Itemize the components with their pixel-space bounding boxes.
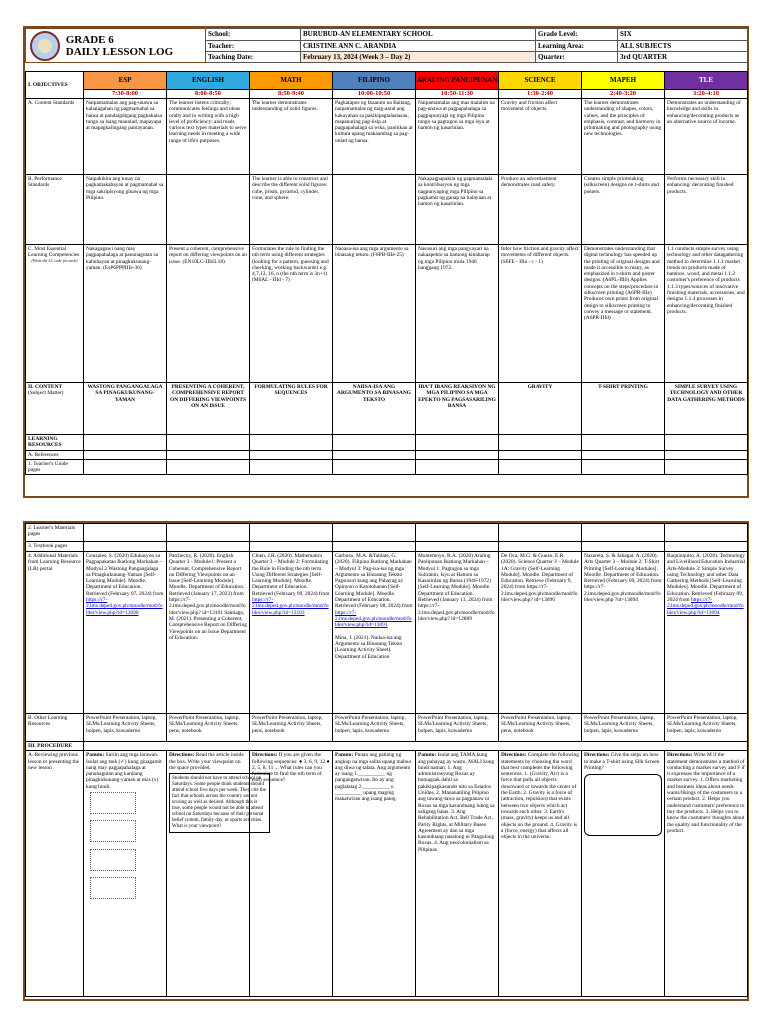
competency-cell-2: Formulates the rule in finding the nth term using different strategies (looking for a pattern, guessing and checking, working backwards) e.g. 4,7,13, 16, n (the nth term is 3n+1) (M6AL - IIId - 7) — [250, 245, 333, 383]
subject-time-1: 8:00-8:50 — [167, 90, 250, 99]
content-label-cell — [26, 383, 84, 435]
picture-placeholder — [90, 792, 136, 814]
other-resource-cell-3: PowerPoint Presentation, laptop, SLMs/Learning Activity Sheets, bolpen, lapis, kuwaderno — [333, 714, 416, 742]
tb-row-empty-cell — [333, 542, 416, 552]
content-cell-1: PRESENTING A COHERENT, COMPREHENSIVE REPORT ON DIFFERING VIEWPOINTS ON AN ISSUE — [167, 383, 250, 435]
ref-row-empty-cell — [167, 450, 250, 459]
other-resource-cell-4: PowerPoint Presentation, laptop, SLMs/Learning Activity Sheets, bolpen, lapis, kuwaderno — [416, 714, 499, 742]
activity-heading: Directions: — [584, 752, 610, 759]
lm-row-empty-cell — [84, 524, 167, 542]
lesson-log-page-2 — [23, 521, 749, 1001]
lm-row-empty-cell — [582, 524, 665, 542]
resources-procedure-table — [25, 523, 748, 997]
subject-header-4: ARALING PANLIPUNAN — [416, 72, 499, 90]
additional-material-cell-5 — [499, 552, 582, 714]
additional-material-cell-2 — [250, 552, 333, 714]
reference-text: Chien, J.R. (2020). Mathematics Quarter 3 – Module 2: Formulating the Rule in Finding the nth term Using Different Strategies [Self-Learning Module]. Moodle. Department of Education. Retrieved (February 09, 2024) from — [252, 553, 330, 597]
tb-row-empty-cell — [665, 542, 748, 552]
reference-text: Garboso, M.A. &Tablate, G. (2020). Filipino Ikatlong Markahan – Modyul 3: Pag-isa-isa ng mga Argumento sa Binasang Teksto Pagsusuri kung ang Pahayag ay Opinyon o Katotohanan [Self-Learning Module]. Moodle. Department of Education. Retrieved (February 08, 2024) from — [335, 553, 413, 610]
content-standard-cell-6: The learner demonstrates understanding of shapes, colors, values, and the principles of emphasis, contrast, and harmony in printmaking and photography using new technologies. — [582, 99, 665, 175]
content-standard-cell-1: The learner listens critically; communicates feelings and ideas orally and in writing with a high level of proficiency; and reads various text types materials to serve learning needs in meeting a wide range of life's purposes. — [167, 99, 250, 175]
content-cell-7: SIMPLE SURVEY USING TECHNOLOGY AND OTHER DATA GATHERING METHODS — [665, 383, 748, 435]
performance-standard-cell-7: Performs necessary skill in enhancing/ decorating finished products. — [665, 175, 748, 245]
competency-cell-1: Present a coherent, comprehensive report on differing viewpoints on an issue. (EN10LC-IIId3.18) — [167, 245, 250, 383]
additional-material-cell-4 — [416, 552, 499, 714]
lm-row-empty-cell — [416, 524, 499, 542]
activity-text: If you are given the following sequences: ● 3, 6, 9, 12 ● 2, 5, 8, 11 ... What rules can you formulate to find the nth term of each sequence? — [252, 752, 330, 784]
activity-heading: Panuto: — [418, 752, 437, 759]
other-resource-cell-0: PowerPoint Presentation, laptop, SLMs/Learning Activity Sheets, bolpen, lapis, kuwaderno — [84, 714, 167, 742]
content-standard-cell-5: Gravity and friction affect movement of objects. — [499, 99, 582, 175]
lr-row-empty-cell — [665, 435, 748, 451]
content-cell-4: IBA'T IBANG REAKSIYON NG MGA PILIPINO SA MGA EPEKTO NG PAGSASARILING BANSA — [416, 383, 499, 435]
competencies-label-cell — [26, 245, 84, 383]
other-resource-cell-6: PowerPoint Presentation, laptop, SLMs/Learning Activity Sheets, bolpen, lapis, kuwaderno — [582, 714, 665, 742]
activity-heading: Panuto: — [86, 752, 105, 759]
performance-standard-cell-5: Produce an advertisement demonstrates road safety. — [499, 175, 582, 245]
content-cell-6: T-SHIRT PRINTING — [582, 383, 665, 435]
learning-resources-label: LEARNING RESOURCES — [26, 435, 84, 451]
picture-placeholder — [90, 849, 136, 871]
other-resource-cell-2: PowerPoint Presentation, laptop, SLMs/Learning Activity Sheets, pens, notebook — [250, 714, 333, 742]
additional-material-cell-1 — [167, 552, 250, 714]
log-title: DAILY LESSON LOG — [65, 45, 174, 58]
quarter-value: 3rd QUARTER — [618, 52, 748, 63]
ref-row-empty-cell — [582, 450, 665, 459]
reviewing-cell-0 — [84, 751, 167, 997]
lr-row-empty-cell — [582, 435, 665, 451]
school-label: School: — [206, 29, 301, 41]
reviewing-cell-4 — [416, 751, 499, 997]
competency-cell-7: 1.1 conducts simple survey using technology and other datagathering method to determine 1.1.1 market trends on products made of bamboo, wood, and metal 1.1.2 customer's preference of products 1.1.3 types/sources of innovative finishing materials, accessories, and designs 1.1.4 processes in enhancing/decorating finished products. — [665, 245, 748, 383]
competencies-note: (Write the LC code for each) — [31, 257, 78, 263]
content-cell-3: NAIISA-ISA ANG ARGUMENTO SA BINASANG TEKSTO — [333, 383, 416, 435]
lr-row-empty-cell — [250, 435, 333, 451]
tg-row-empty-cell — [416, 459, 499, 475]
lr-row-empty-cell — [167, 435, 250, 451]
other-resources-label: B. Other Learning Resources — [26, 714, 84, 742]
reviewing-cell-5 — [499, 751, 582, 997]
teachers-guide-label: 1. Teacher's Guide pages — [26, 459, 84, 475]
date-label: Teaching Date: — [206, 52, 301, 63]
performance-standard-cell-6: Creates simple printmaking (silkscreen) designs on t-shirts and posters. — [582, 175, 665, 245]
objectives-label: I. OBJECTIVES — [26, 72, 84, 99]
grade-level-value: SIX — [618, 29, 748, 41]
activity-text: Give the steps on how to make a T-shirt using Silk Screen Printing? — [584, 752, 660, 771]
ref-row-empty-cell — [499, 450, 582, 459]
additional-material-cell-7 — [665, 552, 748, 714]
picture-placeholder — [90, 877, 136, 899]
activity-text: Punan ang patlang ng angkop na mga salita upang mabuo ang diwa ng talata. Ang argumento ay isang 1.__________ ng pangangatwiran. Ito ay ang paglalatag 2.__________ o __________ upang maging makatwiran ang isang panig. — [335, 752, 412, 803]
performance-standards-label: B. Performance Standards — [26, 175, 84, 245]
subject-time-2: 8:50-9:40 — [250, 90, 333, 99]
subject-header-5: SCIENCE — [499, 72, 582, 90]
content-standard-cell-2: The learner demonstrates understanding of solid figures. — [250, 99, 333, 175]
answer-box — [584, 774, 662, 836]
ref-row-empty-cell — [665, 450, 748, 459]
quarter-label: Quarter: — [536, 52, 618, 63]
ref-row-empty-cell — [416, 450, 499, 459]
school-value: BURUBUD-AN ELEMENTARY SCHOOL — [301, 29, 536, 41]
tb-row-empty-cell — [167, 542, 250, 552]
subject-time-7: 3:20-4:10 — [665, 90, 748, 99]
reference-link[interactable]: https://r7-2.lms.deped.gov.ph/moodle/mod/folder/view.php?id=13094 — [667, 597, 744, 616]
tb-row-empty-cell — [416, 542, 499, 552]
content-standards-label: A. Content Standards — [26, 99, 84, 175]
performance-standard-cell-2: The learner is able to construct and describe the different solid figures: cube, prism, pyramid, cylinder, cone, and sphere. — [250, 175, 333, 245]
objectives-table — [25, 71, 748, 475]
activity-heading: Directions: — [667, 752, 693, 759]
header-title-cell — [26, 29, 206, 63]
subject-time-5: 1:30-2:40 — [499, 90, 582, 99]
competency-cell-5: Infer how friction and gravity affect movements of different objects. (S6FE - IIIa - c - 1) — [499, 245, 582, 383]
grade-level-label: Grade Level: — [536, 29, 618, 41]
other-resource-cell-1: PowerPoint Presentation, laptop, SLMs/Learning Activity Sheets, pens, notebook — [167, 714, 250, 742]
tg-row-empty-cell — [665, 459, 748, 475]
date-value: February 13, 2024 (Week 3 – Day 2) — [301, 52, 536, 63]
reference-text: De Oca, M.G. & Guezo, E.R. (2020). Science Quarter 3 – Module 1A: Gravity (Self-Learning Module]. Moodle. Department of Education. Retrieve (February 9, 2024) from https://r7-2.lms.deped.gov.ph/moodle/mod/folder/view.php? id=13096 — [501, 553, 579, 604]
learners-materials-label: 2. Learner's Materials pages — [26, 524, 84, 542]
content-standard-cell-4: Naipamamalas ang mas malalim na pag-unawa at pagpapahalaga sa pagpupunyagi ng mga Pilipino tungo sa pagtugon sa mga isyu at hamon ng kasarinlan. — [416, 99, 499, 175]
activity-heading: Directions: — [252, 752, 278, 759]
subject-time-3: 10:00-10:50 — [333, 90, 416, 99]
reviewing-cell-7 — [665, 751, 748, 997]
teacher-label: Teacher: — [206, 41, 301, 52]
subject-header-3: FILIPINO — [333, 72, 416, 90]
competencies-label: C. Most Essential Learning Competencies — [28, 246, 80, 259]
reference-link[interactable]: https://r7-2.lms.deped.gov.ph/moodle/mod/folder/view.php?id=13090 — [86, 597, 163, 616]
tg-row-empty-cell — [250, 459, 333, 475]
grade-title: GRADE 6 — [65, 33, 114, 46]
tg-row-empty-cell — [84, 459, 167, 475]
tb-row-empty-cell — [250, 542, 333, 552]
tg-row-empty-cell — [333, 459, 416, 475]
procedure-spacer — [84, 742, 748, 751]
lr-row-empty-cell — [333, 435, 416, 451]
lm-row-empty-cell — [167, 524, 250, 542]
content-cell-0: WASTONG PANGANGALAGA SA PINAGKUKUNANG-YAMAN — [84, 383, 167, 435]
picture-placeholder — [90, 820, 136, 842]
content-label: II. CONTENT — [28, 384, 63, 390]
content-standard-cell-3: Pagkatapos ng Ikaanim na Baitang, naipamamalas ng mag-aaral ang kakayahan sa pakikipagtalastasan, mapanuring pag-iisip at pagpapahalaga sa wika, panitikan at kultura upang makaambag sa pag-unlad ng bansa. — [333, 99, 416, 175]
activity-text: Suriin ang mga larawan. Isulat ang tsek (✓) kung ginagamit nang may pagpapahalaga at panunagutan ang kanilang pinagkukunang-yaman at ekis (x) kung hindi. — [86, 752, 162, 790]
tb-row-empty-cell — [84, 542, 167, 552]
reviewing-cell-1 — [167, 751, 266, 997]
other-resource-cell-5: PowerPoint Presentation, laptop, SLMs/Learning Activity Sheets, pens, notebook — [499, 714, 582, 742]
reference-text: Patchecoy, R. (2020). English Quarter 3 - Module1: Present a Coherent, Comprehensive Report on Differing Viewpoints on an Issue [Self-Learning Module]. Moodle. Department of Education. Retrieved (January 17, 2023) from https://r7-2.lms.deped.gov.ph/moodle/mod/folder/view.php? id=13101 Santiago, M. (2021). Presenting a Coherent, Comprehensive Report on Differing Viewpoints on an Issue Department of Education. — [169, 553, 247, 641]
lm-row-empty-cell — [665, 524, 748, 542]
additional-materials-label: 4. Additional Materials from Learning Resource (LR) portal — [26, 552, 84, 714]
content-cell-2: FORMULATING RULES FOR SEQUENCES — [250, 383, 333, 435]
ref-row-empty-cell — [250, 450, 333, 459]
reviewing-label: A. Reviewing previous lesson or presenting the new lesson — [26, 751, 84, 997]
subject-header-2: MATH — [250, 72, 333, 90]
competency-cell-0: Nakagagawi nang may pagpapahalaga at panunagutan sa kabuhayan at pinagkukunang-yaman. (EsP6PPPIIIe-36) — [84, 245, 167, 383]
performance-standard-cell-1 — [167, 175, 250, 245]
tg-row-empty-cell — [582, 459, 665, 475]
tg-row-empty-cell — [167, 459, 250, 475]
reviewing-cell-3 — [333, 751, 416, 997]
subject-header-7: TLE — [665, 72, 748, 90]
competency-cell-6: Demonstrates understanding that digital technology has speeded up the printing of original designs and made it accessible to many, as emphasized in t-shirts and poster designs. (A6PL-IIIb) Applies concepts on the steps/procedure in silkscreen printing (A6PR-IIIe) Produces own prints from original design to silkscreen printing to convey a message or statement. (A6PR-IIId) — [582, 245, 665, 383]
ref-row-empty-cell — [333, 450, 416, 459]
reference-text: Nazareta, S. & Jabagat, A. (2020). Arts Quarter 3 – Module 2: T-Shirt Printing [Self-Learning Modules]. Moodle. Department of Education. Retrieved (February 09, 2024) from https://r7-2.lms.deped.gov.ph/moodle/mod/folder/view.php ?id=13094 — [584, 553, 662, 604]
content-standard-cell-0: Naipamamalas ang pag-unawa sa kahalagahan ng pagmamahal sa bansa at pandaigdigang pagkakaisa tungo sa isang maunlad, mapayapa at mapagkalingang pamayanan. — [84, 99, 167, 175]
reference-link[interactable]: https://r7-2.lms.deped.gov.ph/moodle/mod/folder/view.php?id=13103 — [252, 597, 329, 616]
reference-text: Montemoyo, R.A. (2020) Araling Panlipunan Ikatlong Markahan – Modyul 1: Pagtugon sa mga Suliranin, Isyu at Hamon sa Kasarinlan ng Bansa (1946-1972) [Self-Learning Module]. Moodle. Department of Education. Retrieved (January 11, 2024) from https://r7-2.lms.deped.gov.ph/moodle/mod/folder/view.php? id=12889 — [418, 553, 495, 622]
activity-pictures — [86, 790, 164, 903]
subject-time-6: 2:40-3:20 — [582, 90, 665, 99]
subject-time-0: 7:30-8:00 — [84, 90, 167, 99]
competency-cell-4: Nasusuri ang mga pangyayari na nakaapekto sa hamong kinaharap ng mga Pilipino mula 1946 hanggang 1972. — [416, 245, 499, 383]
lesson-log-page-1 — [23, 26, 749, 498]
activity-text: Complete the following statements by choosing the word that best completes the following sentences. 1. (Gravity, Air) is a force that pulls all objects downward or towards the center of the Earth. 2. Gravity is a force of (attraction, repulsion) that exists between two objects which act towards each other. 3. Earth's (mass, gravity) keeps us and all objects on the ground. 4. Gravity is a (force, energy) that affects all objects in the universe. — [501, 752, 579, 841]
ref-row-empty-cell — [84, 450, 167, 459]
activity-text: Isulat ang TAMA kung ang pahayag ay wasto, MALI kung hindi naman. 1. Ang administrasyong Roxas ay bumagsak dahil sa pakikipagkasundo nito sa Estados Unidos. 2. Mananatiling Pilipino ang tawang-tawa sa pagpanaw ni Roxas sa mga kasunduang lubog sa saligang batas. 3. Ang Rehabilitation Act, Bell Trade Act, Parity Rights, at Military Bases Agreement ay dan sa mga kasunduang nasalong ni Pangulong Roxas. 4. Ang neocolonialism sa Pilipinas — [418, 752, 495, 853]
other-resource-cell-7: PowerPoint Presentation, laptop, SLMs/Learning Activity Sheets, bolpen, lapis, kuwaderno — [665, 714, 748, 742]
subject-header-1: ENGLISH — [167, 72, 250, 90]
lm-row-empty-cell — [333, 524, 416, 542]
references-label: A. References — [26, 450, 84, 459]
learning-area-label: Learning Area: — [536, 41, 618, 52]
additional-material-cell-3 — [333, 552, 416, 714]
textbook-label: 3. Textbook pages — [26, 542, 84, 552]
lm-row-empty-cell — [250, 524, 333, 542]
competency-cell-3: Naoasa-isa ang mga argumento sa binasang teksto. (F6PB-IIIe-25) — [333, 245, 416, 383]
performance-standard-cell-4: Nakapagpapakita ng pagmamalaki sa kontribusyon ng mga nagpunyaging mga Pilipino sa pagkamit ng ganap na kalayaan at hamon ng kasarinlan. — [416, 175, 499, 245]
lr-row-empty-cell — [499, 435, 582, 451]
teacher-value: CRISTINE ANN C. ARANDIA — [301, 41, 536, 52]
additional-material-cell-6 — [582, 552, 665, 714]
content-standard-cell-7: Demonstrates an understanding of knowledge and skills in enhancing/decorating products as an alternative source of income. — [665, 99, 748, 175]
content-cell-5: GRAVITY — [499, 383, 582, 435]
article-box: Students should not have to attend school on Saturdays. Some people think students should attend school five days per week. They cite the fact that schools across the country are not scoring as well as desired. Although this is true, some people would not be able to attend school on Saturdays because of their personal belief system, family day, or sports activities. What is your viewpoint? — [169, 773, 270, 833]
activity-text: Write M if the statement demonstrates a method of conducting a market survey and F if it expresses the importance of a market survey. 1. Offers marketing and business ideas about needs wants/likings of the costumers to a certain product. 2. Helps you understand customers' preference to buy the products. 3. Helps you to know the costumers' thoughts about the quality and functionality of the product. — [667, 752, 745, 834]
tb-row-empty-cell — [499, 542, 582, 552]
tb-row-empty-cell — [582, 542, 665, 552]
header-table — [25, 28, 748, 63]
subject-header-0: ESP — [84, 72, 167, 90]
lm-row-empty-cell — [499, 524, 582, 542]
deped-seal-icon — [30, 31, 60, 61]
subject-header-6: MAPEH — [582, 72, 665, 90]
reference-extra: Mina, J. (2021). Naiisa-isa ang Argumento sa Binasang Teksto [Learning Activity Sheet]. Department of Education — [335, 634, 403, 660]
tg-row-empty-cell — [499, 459, 582, 475]
performance-standard-cell-0: Naipakikita ang tunay na pagkamakabayan at pagmamahal sa mga sakripisyong ginawa ng mga Pilipino. — [84, 175, 167, 245]
activity-text: Read the article inside the box. Write your viewpoint on the space provided. — [169, 752, 244, 771]
activity-heading: Directions: — [501, 752, 527, 759]
activity-heading: Panuto: — [335, 752, 354, 759]
additional-material-cell-0 — [84, 552, 167, 714]
reference-text: Gonzales, S. (2020) Edukasyon sa Pagpapakatao Ikatlong Markahan – Modyul 2 Wastong Pangangalaga sa Pinagkukunang-Yaman [Self-Learning Module]. Moodle. Department of Education. Retrieved (February 07, 2024) from — [86, 553, 164, 597]
subject-time-4: 10:50-11:30 — [416, 90, 499, 99]
activity-heading: Directions: — [169, 752, 195, 759]
reviewing-cell-6 — [582, 751, 665, 997]
procedure-label: III. PROCEDURE — [26, 742, 84, 751]
reference-text: Baquinquito, A. (2020). Technology and Livelihood Education Industrial Arts-Module 3: Simple Survey using Technology and other Data Gathering Methods [Self-Learning Modules]. Moodle. Department of Education. Retrieved (February 09, 2024 from — [667, 553, 745, 604]
reference-link[interactable]: https://r7-2.lms.deped.gov.ph/moodle/mod/folder/view.php?id=13091 — [335, 609, 412, 629]
performance-standard-cell-3 — [333, 175, 416, 245]
lr-row-empty-cell — [84, 435, 167, 451]
lr-row-empty-cell — [416, 435, 499, 451]
content-sublabel: (Subject Matter) — [28, 390, 64, 397]
learning-area-value: ALL SUBJECTS — [618, 41, 748, 52]
